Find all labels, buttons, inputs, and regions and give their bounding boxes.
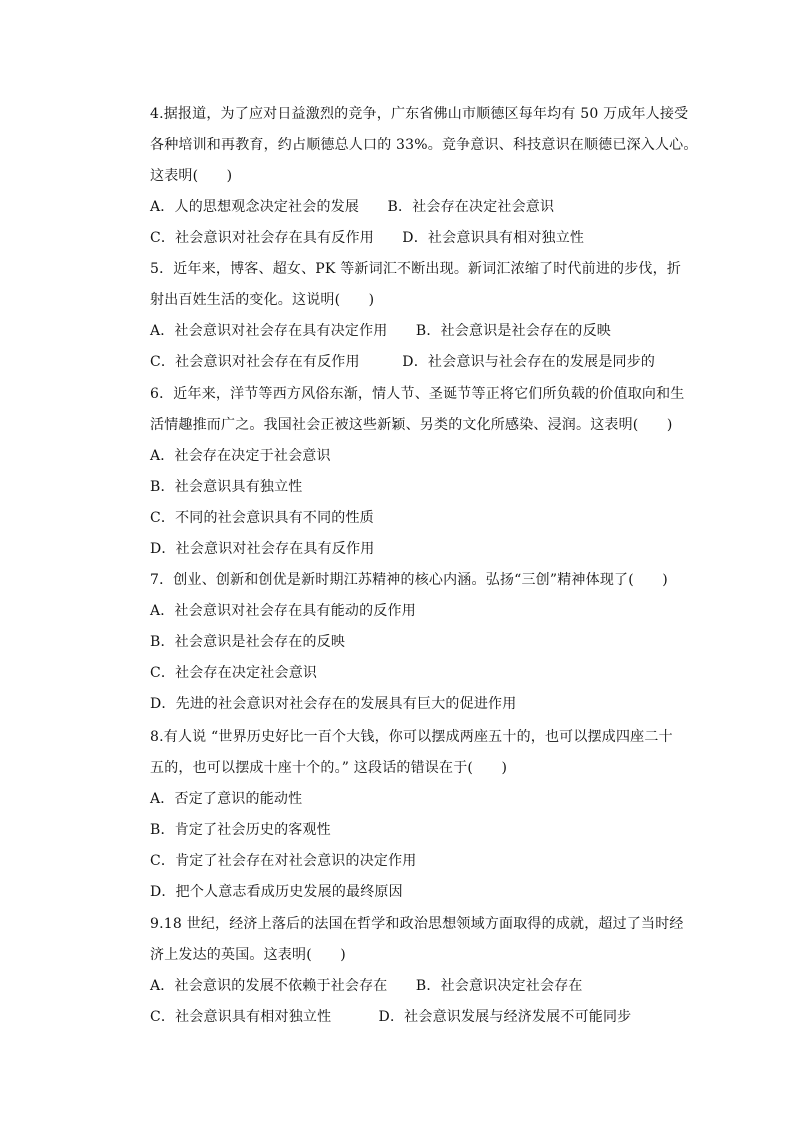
question-9-options-ab: A．社会意识的发展不依赖于社会存在 B．社会意识决定社会存在 — [150, 978, 583, 994]
question-5-options-cd: C．社会意识对社会存在有反作用 D．社会意识与社会存在的发展是同步的 — [150, 354, 656, 370]
question-4-stem-line-1: 4.据报道，为了应对日益激烈的竞争，广东省佛山市顺德区每年均有 50 万成年人接受 — [150, 106, 689, 122]
question-8-option-b: B．肯定了社会历史的客观性 — [150, 822, 331, 838]
question-4-options-ab: A．人的思想观念决定社会的发展 B．社会存在决定社会意识 — [150, 199, 555, 215]
question-9-options-cd: C．社会意识具有相对独立性 D．社会意识发展与经济发展不可能同步 — [150, 1009, 632, 1025]
question-4-stem-line-2: 各种培训和再教育，约占顺德总人口的 33%。竞争意识、科技意识在顺德已深入人心。 — [150, 137, 698, 153]
question-4-stem-line-3: 这表明( ) — [150, 168, 233, 184]
question-5-stem-line-2: 射出百姓生活的变化。这说明( ) — [150, 292, 375, 308]
question-5-stem-line-1: 5．近年来，博客、超女、PK 等新词汇不断出现。新词汇浓缩了时代前进的步伐，折 — [150, 261, 682, 277]
question-7-option-d: D．先进的社会意识对社会存在的发展具有巨大的促进作用 — [150, 696, 517, 712]
question-8-option-a: A．否定了意识的能动性 — [150, 791, 303, 807]
question-6-option-c: C．不同的社会意识具有不同的性质 — [150, 510, 374, 526]
question-6-option-a: A．社会存在决定于社会意识 — [150, 448, 331, 464]
question-5-options-ab: A．社会意识对社会存在具有决定作用 B．社会意识是社会存在的反映 — [150, 323, 611, 339]
question-7-option-a: A．社会意识对社会存在具有能动的反作用 — [150, 603, 416, 619]
question-6-stem-line-2: 活情趣推而广之。我国社会正被这些新颖、另类的文化所感染、浸润。这表明( ) — [150, 417, 673, 433]
question-8-stem-line-2: 五的，也可以摆成十座十个的。” 这段话的错误在于( ) — [150, 760, 508, 776]
question-6-option-d: D．社会意识对社会存在具有反作用 — [150, 541, 375, 557]
question-7-stem-line-1: 7．创业、创新和创优是新时期江苏精神的核心内涵。弘扬“三创”精神体现了( ) — [150, 572, 668, 588]
question-6-option-b: B．社会意识具有独立性 — [150, 479, 303, 495]
question-6-stem-line-1: 6．近年来，洋节等西方风俗东渐，情人节、圣诞节等正将它们所负载的价值取向和生 — [150, 386, 685, 402]
question-7-option-c: C．社会存在决定社会意识 — [150, 665, 318, 681]
question-9-stem-line-1: 9.18 世纪，经济上落后的法国在哲学和政治思想领域方面取得的成就，超过了当时经 — [150, 916, 684, 932]
question-7-option-b: B．社会意识是社会存在的反映 — [150, 634, 346, 650]
question-8-option-c: C．肯定了社会存在对社会意识的决定作用 — [150, 853, 417, 869]
question-4-options-cd: C．社会意识对社会存在具有反作用 D．社会意识具有相对独立性 — [150, 230, 585, 246]
question-8-stem-line-1: 8.有人说 “世界历史好比一百个大钱，你可以摆成两座五十的，也可以摆成四座二十 — [150, 729, 673, 745]
question-8-option-d: D．把个人意志看成历史发展的最终原因 — [150, 884, 403, 900]
question-9-stem-line-2: 济上发达的英国。这表明( ) — [150, 947, 346, 963]
